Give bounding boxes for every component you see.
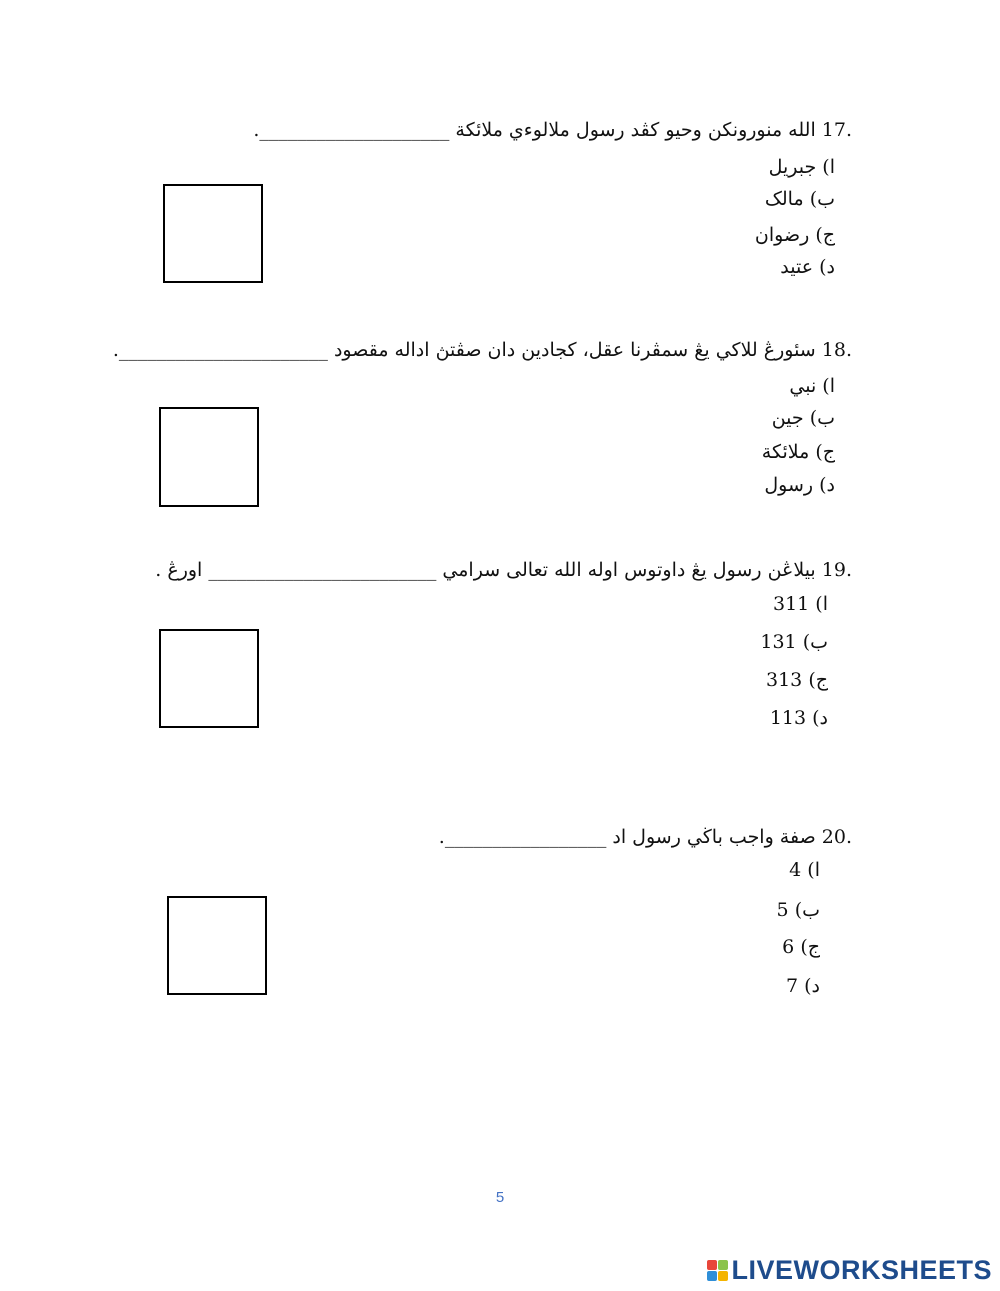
q20-option-d: د) 7 [785, 975, 820, 997]
q19-answer-box[interactable] [159, 629, 259, 728]
answer-blank: ____________________ [259, 119, 450, 141]
question-number: 18. [821, 339, 852, 361]
question-end: اورڠ . [155, 559, 203, 581]
logo-tile-yellow [718, 1271, 728, 1281]
logo-tile-blue [707, 1271, 717, 1281]
q19-option-b: ب) 131 [760, 631, 828, 653]
q19-option-d: د) 113 [769, 707, 828, 729]
q18-answer-box[interactable] [159, 407, 259, 507]
q18-option-d: د) رسول [764, 474, 835, 496]
answer-blank: _________________ [444, 826, 607, 848]
liveworksheets-brand [707, 1255, 992, 1285]
q20-answer-box[interactable] [167, 896, 267, 995]
q17-option-c: ج) رضوان [754, 224, 835, 246]
q20-option-b: ب) 5 [776, 899, 820, 921]
q18-option-a: ا) نبي [789, 375, 835, 397]
question-18-text [113, 338, 852, 362]
q17-option-b: ب) مالک [764, 188, 835, 210]
question-number: 19. [821, 559, 852, 581]
question-17-text [253, 118, 852, 142]
logo-tile-red [707, 1260, 717, 1270]
q19-option-a: ا) 311 [772, 593, 828, 615]
question-stem: سئورڠ للاكي يڠ سمڤرنا عقل، كجادين دان صڤتڽ اداله مقصود [333, 339, 816, 361]
question-stem: الله منورونكن وحيو كڤد رسول ملالوءي ملائكة [455, 119, 816, 141]
question-end: . [438, 826, 445, 848]
q20-option-c: ج) 6 [782, 936, 820, 958]
brand-name: LIVEWORKSHEETS [731, 1255, 992, 1285]
q18-option-c: ج) ملائكة [761, 441, 835, 463]
answer-blank: ________________________ [208, 559, 437, 581]
q17-option-d: د) عتيد [780, 256, 835, 278]
logo-tile-green [718, 1260, 728, 1270]
question-end: . [253, 119, 260, 141]
liveworksheets-logo-icon [707, 1260, 728, 1281]
question-20-text [439, 825, 852, 849]
page-number: 5 [495, 1189, 505, 1206]
answer-blank: ______________________ [118, 339, 328, 361]
q18-option-b: ب) جين [771, 407, 835, 429]
question-number: 17. [821, 119, 852, 141]
question-number: 20. [821, 826, 852, 848]
question-stem: صفة واجب باڬي رسول اد [612, 826, 816, 848]
q20-option-a: ا) 4 [789, 859, 820, 881]
q19-option-c: ج) 313 [766, 669, 828, 691]
q17-option-a: ا) جبريل [768, 156, 835, 178]
question-19-text [155, 558, 852, 582]
question-end: . [112, 339, 119, 361]
question-stem: بيلاڠن رسول يڠ داوتوس اوله الله تعالى سرامي [442, 559, 816, 581]
q17-answer-box[interactable] [163, 184, 263, 283]
